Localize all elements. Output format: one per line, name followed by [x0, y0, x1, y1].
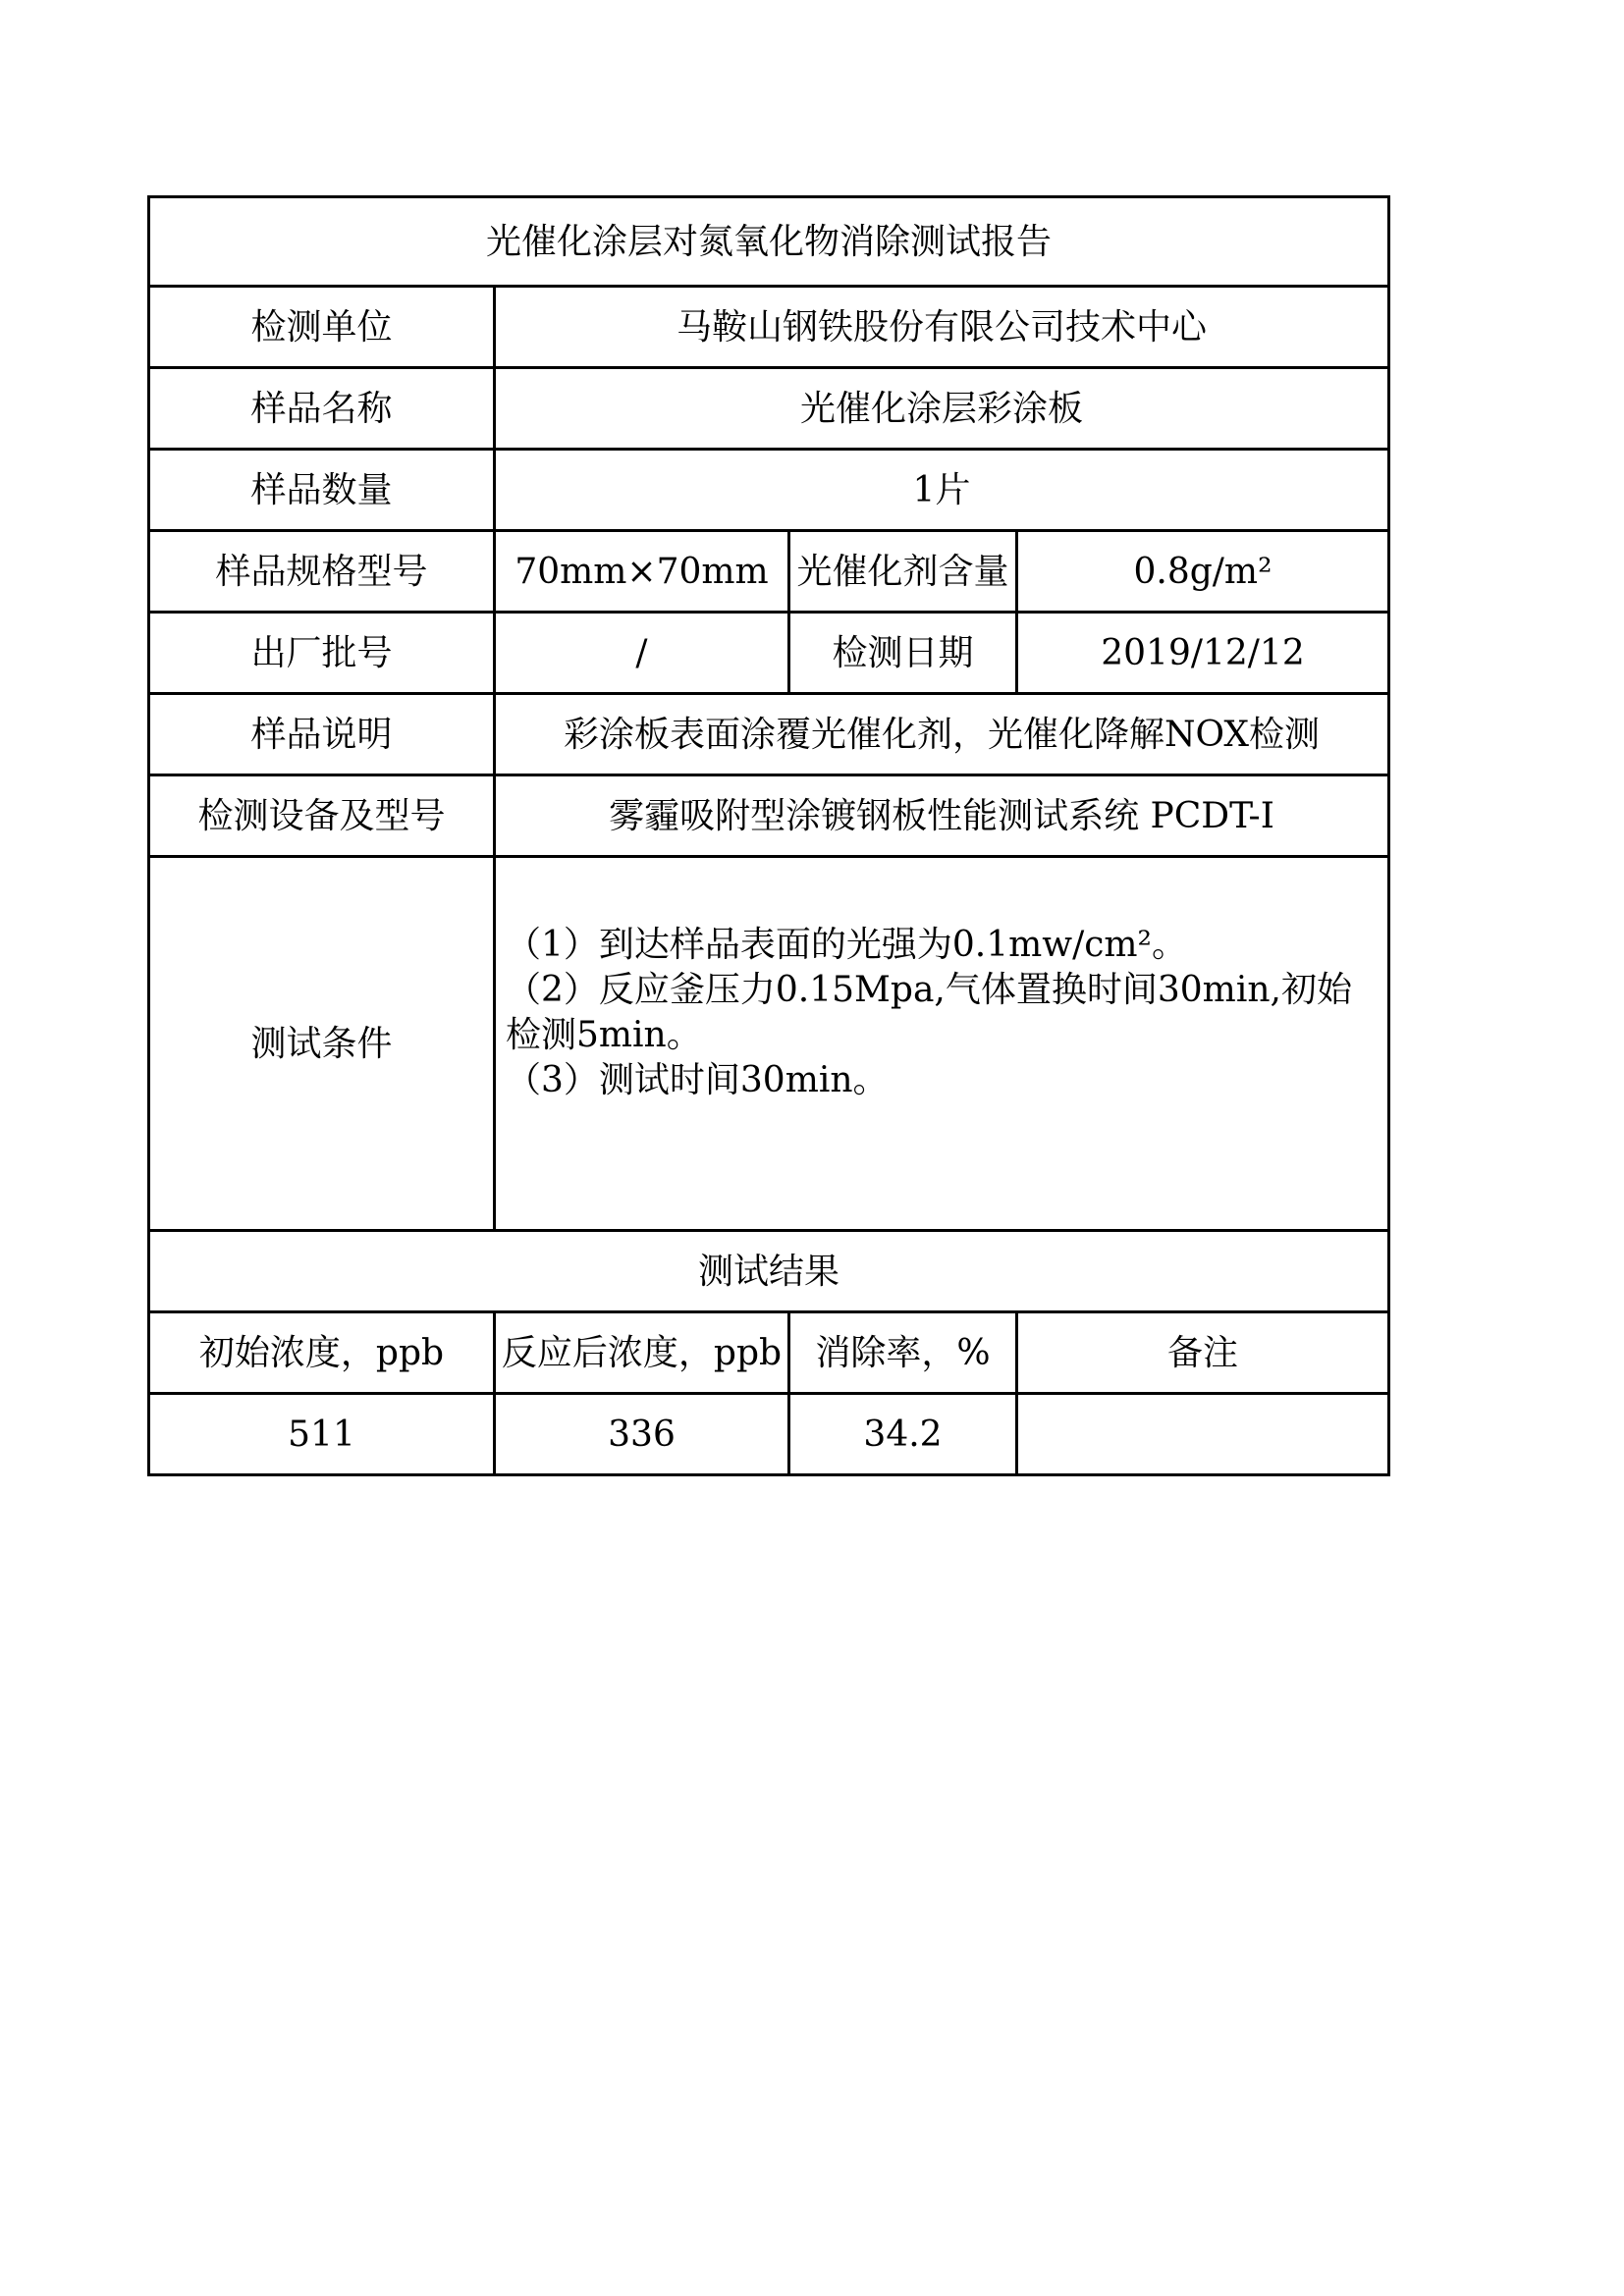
conditions-value	[495, 857, 1389, 1231]
results-col-remarks: 备注	[1017, 1312, 1389, 1394]
results-col-removal-rate: 消除率，%	[789, 1312, 1017, 1394]
report-table	[147, 195, 1390, 1476]
equipment-label: 检测设备及型号	[149, 775, 495, 857]
description-label: 样品说明	[149, 694, 495, 775]
test-date-label: 检测日期	[789, 613, 1017, 694]
report-title: 光催化涂层对氮氧化物消除测试报告	[149, 197, 1389, 287]
results-initial-value: 511	[149, 1394, 495, 1475]
batch-label: 出厂批号	[149, 613, 495, 694]
catalyst-content-value: 0.8g/m²	[1017, 531, 1389, 613]
equipment-value: 雾霾吸附型涂镀钢板性能测试系统 PCDT-I	[495, 775, 1389, 857]
batch-value: /	[495, 613, 789, 694]
results-remarks-value	[1017, 1394, 1389, 1475]
unit-value: 马鞍山钢铁股份有限公司技术中心	[495, 287, 1389, 368]
sample-qty-label: 样品数量	[149, 450, 495, 531]
description-value: 彩涂板表面涂覆光催化剂，光催化降解NOX检测	[495, 694, 1389, 775]
spec-label: 样品规格型号	[149, 531, 495, 613]
results-col-after: 反应后浓度，ppb	[495, 1312, 789, 1394]
sample-name-label: 样品名称	[149, 368, 495, 450]
conditions-label: 测试条件	[149, 857, 495, 1231]
unit-label: 检测单位	[149, 287, 495, 368]
catalyst-content-label: 光催化剂含量	[789, 531, 1017, 613]
results-after-value: 336	[495, 1394, 789, 1475]
results-removal-rate-value: 34.2	[789, 1394, 1017, 1475]
condition-line: （1）到达样品表面的光强为0.1mw/cm²。	[506, 925, 1187, 965]
sample-qty-value: 1片	[495, 450, 1389, 531]
condition-line: （3）测试时间30min。	[506, 1060, 889, 1100]
test-date-value: 2019/12/12	[1017, 613, 1389, 694]
results-header: 测试结果	[149, 1231, 1389, 1312]
condition-line: （2）反应釜压力0.15Mpa,气体置换时间30min,初始检测5min。	[506, 970, 1352, 1055]
results-col-initial: 初始浓度，ppb	[149, 1312, 495, 1394]
sample-name-value: 光催化涂层彩涂板	[495, 368, 1389, 450]
spec-value: 70mm×70mm	[495, 531, 789, 613]
